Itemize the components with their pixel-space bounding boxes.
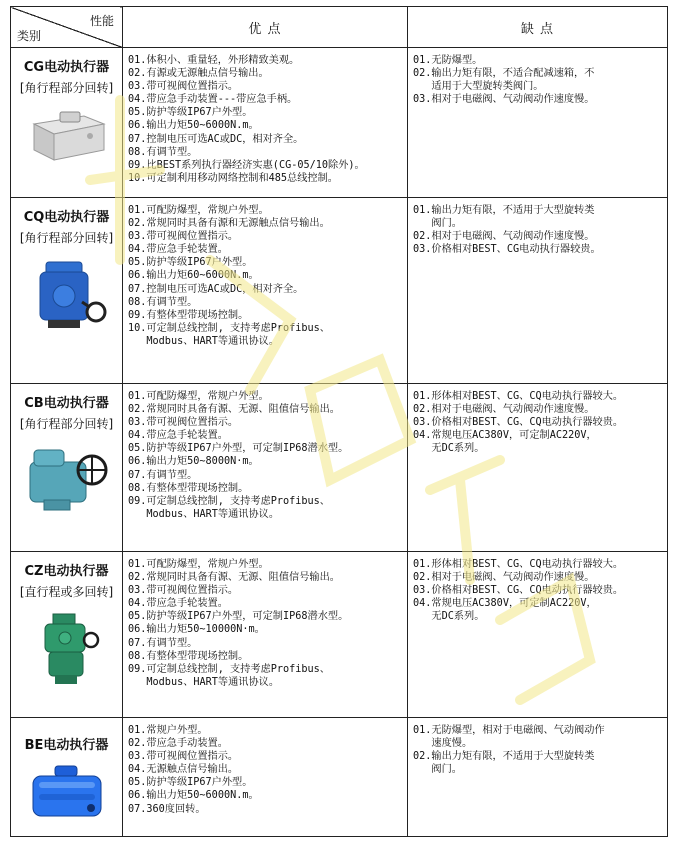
category-subtitle: [角行程部分回转] xyxy=(19,231,114,245)
list-item: 01.体积小、重量轻，外形精致美观。 xyxy=(128,55,300,66)
cons-cell xyxy=(408,718,668,837)
list-item: 02.相对于电磁阀、气动阀动作速度慢。 xyxy=(413,404,595,416)
list-item: 08.有调节型。 xyxy=(128,146,198,158)
list-item: 04.带应急手轮装置。 xyxy=(128,598,228,610)
pros-cell xyxy=(123,198,408,384)
category-name: CZ电动执行器 xyxy=(24,564,109,579)
list-item: 06.输出力矩50~6000N.m。 xyxy=(128,790,259,802)
cz-actuator-image xyxy=(27,610,107,690)
category-cell xyxy=(11,198,123,384)
category-subtitle: [角行程部分回转] xyxy=(19,417,114,431)
list-item: 09.比BEST系列执行器经济实惠(CG-05/10除外)。 xyxy=(128,159,365,171)
be-actuator-image xyxy=(25,764,109,826)
list-item: 06.输出力矩50~10000N·m。 xyxy=(128,624,265,636)
list-item: 02.常规同时具备有源、无源、阻值信号输出。 xyxy=(128,404,340,416)
list-item: 05.防护等级IP67户外型，可定制IP68潜水型。 xyxy=(128,443,349,455)
list-item: 08.有调节型。 xyxy=(128,296,198,308)
list-item: 03.价格相对BEST、CG电动执行器较贵。 xyxy=(413,244,601,256)
pros-cell xyxy=(123,48,408,198)
header-row xyxy=(11,7,668,48)
list-item: 07.控制电压可选AC或DC，相对齐全。 xyxy=(128,283,304,295)
list-item: 02.输出力矩有限，不适合配减速箱，不 适用于大型旋转类阀门。 xyxy=(413,68,595,93)
cons-cell xyxy=(408,384,668,552)
category-name: CB电动执行器 xyxy=(24,396,109,411)
list-item: 10.可定制利用移动网络控制和485总线控制。 xyxy=(128,172,338,184)
category-cell xyxy=(11,48,123,198)
category-subtitle: [角行程部分回转] xyxy=(19,81,114,95)
pros-cell xyxy=(123,718,408,837)
corner-bottom-label: 类别 xyxy=(17,29,42,43)
list-item: 02.有源或无源触点信号输出。 xyxy=(128,68,269,80)
list-item: 03.价格相对BEST、CG、CQ电动执行器较贵。 xyxy=(413,585,624,597)
list-item: 01.无防爆型，相对于电磁阀、气动阀动作 速度慢。 xyxy=(413,725,605,750)
cons-cell xyxy=(408,48,668,198)
category-cell xyxy=(11,384,123,552)
list-item: 05.防护等级IP67户外型。 xyxy=(128,777,253,789)
category-subtitle: [直行程或多回转] xyxy=(19,585,114,599)
list-item: 03.带可视阀位置指示。 xyxy=(128,231,239,243)
list-item: 07.控制电压可选AC或DC，相对齐全。 xyxy=(128,133,304,145)
list-item: 08.有整体型带现场控制。 xyxy=(128,482,249,494)
list-item: 04.带应急手轮装置。 xyxy=(128,430,228,442)
cb-actuator-image xyxy=(22,442,112,518)
list-item: 03.相对于电磁阀、气动阀动作速度慢。 xyxy=(413,94,595,106)
list-item: 03.价格相对BEST、CG、CQ电动执行器较贵。 xyxy=(413,417,624,429)
list-item: 07.有调节型。 xyxy=(128,469,198,481)
category-cell xyxy=(11,718,123,837)
list-item: 04.常规电压AC380V，可定制AC220V， 无DC系列。 xyxy=(413,430,597,455)
list-item: 06.输出力矩50~6000N.m。 xyxy=(128,120,259,132)
list-item: 01.可配防爆型，常规户外型。 xyxy=(128,559,269,570)
list-item: 04.无源触点信号输出。 xyxy=(128,764,239,776)
pros-cell xyxy=(123,384,408,552)
list-item: 04.带应急手轮装置。 xyxy=(128,244,228,256)
corner-top-label: 性能 xyxy=(89,14,114,28)
cons-cell xyxy=(408,198,668,384)
list-item: 05.防护等级IP67户外型，可定制IP68潜水型。 xyxy=(128,611,349,623)
list-item: 02.输出力矩有限，不适用于大型旋转类 阀门。 xyxy=(413,751,595,776)
list-item: 02.相对于电磁阀、气动阀动作速度慢。 xyxy=(413,572,595,584)
list-item: 09.有整体型带现场控制。 xyxy=(128,309,249,321)
list-item: 04.带应急手动装置---带应急手柄。 xyxy=(128,94,298,106)
list-item: 07.有调节型。 xyxy=(128,637,198,649)
list-item: 01.可配防爆型，常规户外型。 xyxy=(128,391,269,402)
list-item: 01.可配防爆型，常规户外型。 xyxy=(128,205,269,216)
cons-header: 缺 点 xyxy=(408,7,668,48)
list-item: 06.输出力矩60~6000N.m。 xyxy=(128,270,259,282)
pros-header: 优 点 xyxy=(123,7,408,48)
list-item: 03.带可视阀位置指示。 xyxy=(128,81,239,93)
list-item: 09.可定制总线控制, 支持考虑Profibus、 Modbus、HART等通讯协议。 xyxy=(128,495,330,520)
list-item: 01.无防爆型。 xyxy=(413,55,483,66)
category-cell xyxy=(11,552,123,718)
list-item: 03.带可视阀位置指示。 xyxy=(128,751,239,763)
table-row xyxy=(11,48,668,198)
corner-cell xyxy=(11,7,123,48)
list-item: 02.常规同时具备有源和无源触点信号输出。 xyxy=(128,218,330,230)
pros-cell xyxy=(123,552,408,718)
table-row xyxy=(11,718,668,837)
category-name: CG电动执行器 xyxy=(23,60,110,75)
list-item: 08.有整体型带现场控制。 xyxy=(128,650,249,662)
table-row xyxy=(11,384,668,552)
category-name: CQ电动执行器 xyxy=(23,210,110,225)
list-item: 05.防护等级IP67户外型。 xyxy=(128,107,253,119)
list-item: 01.输出力矩有限，不适用于大型旋转类 阀门。 xyxy=(413,205,595,230)
list-item: 03.带可视阀位置指示。 xyxy=(128,417,239,429)
cq-actuator-image xyxy=(24,256,110,336)
list-item: 06.输出力矩50~8000N·m。 xyxy=(128,456,259,468)
list-item: 01.常规户外型。 xyxy=(128,725,208,736)
list-item: 05.防护等级IP67户外型。 xyxy=(128,257,253,269)
list-item: 02.带应急手动装置。 xyxy=(128,738,228,750)
list-item: 02.相对于电磁阀、气动阀动作速度慢。 xyxy=(413,231,595,243)
list-item: 10.可定制总线控制, 支持考虑Profibus、 Modbus、HART等通讯协议。 xyxy=(128,322,330,347)
table-row xyxy=(11,198,668,384)
list-item: 04.常规电压AC380V，可定制AC220V， 无DC系列。 xyxy=(413,598,597,623)
list-item: 01.形体相对BEST、CG、CQ电动执行器较大。 xyxy=(413,391,624,402)
category-name: BE电动执行器 xyxy=(24,738,109,753)
list-item: 03.带可视阀位置指示。 xyxy=(128,585,239,597)
cons-cell xyxy=(408,552,668,718)
table-row xyxy=(11,552,668,718)
actuator-comparison-table xyxy=(10,6,668,837)
list-item: 02.常规同时具备有源、无源、阻值信号输出。 xyxy=(128,572,340,584)
list-item: 07.360度回转。 xyxy=(128,803,206,815)
list-item: 09.可定制总线控制, 支持考虑Profibus、 Modbus、HART等通讯协议。 xyxy=(128,663,330,688)
cg-actuator-image xyxy=(24,106,110,164)
list-item: 01.形体相对BEST、CG、CQ电动执行器较大。 xyxy=(413,559,624,570)
